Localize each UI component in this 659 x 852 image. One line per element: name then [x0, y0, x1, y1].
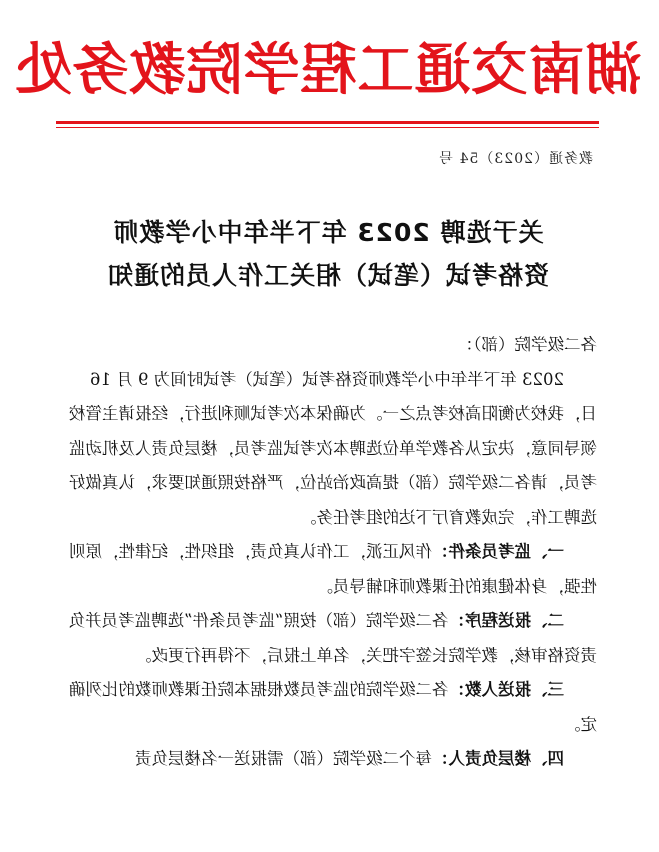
title-line-1: 关于选聘 2023 年下半年中小学教师 [112, 218, 544, 247]
letterhead-rule-thick [56, 121, 599, 124]
document-body [57, 328, 597, 777]
section-1-heading: 一、监考员条件： [432, 542, 564, 561]
document-number: 教务通（2023）54 号 [438, 151, 593, 167]
letterhead-title: 湖南交通工程学院教务处 [14, 37, 642, 103]
section-3-heading: 三、报送人数： [448, 680, 564, 699]
section-1-text: 作风正派，工作认真负责，组织性，纪律性，原则性强，身体健康的任课教师和辅导员。 [69, 542, 597, 596]
title-line-2: 资格考试（笔试）相关工作人员的通知 [107, 261, 550, 290]
section-3-text: 各二级学院的监考员数根据本院任课教师数的比列确定。 [69, 680, 597, 734]
salutation: 各二级学院（部）： [456, 335, 597, 354]
section-4-text: 每个二级学院（部）需报送一名楼层负责 [135, 749, 432, 768]
section-2-heading: 二、报送程序： [448, 611, 564, 630]
intro-paragraph: 2023 年下半年中小学教师资格考试（笔试）考试时间为 9 月 16 日，我校为衡阳高校考点之一。为确保本次考试顺利进行，经报请主管校领导同意，决定从各教学单位选聘本次考试监考员，楼层负责人及机动监考员，请各二级学院（部）提高政治站位，严格按照通知要求，认真做好选聘工作，完成教育厅下达的组考任务。 [69, 369, 597, 527]
section-1 [57, 535, 597, 604]
section-3 [57, 673, 597, 742]
letterhead-rule-thin [56, 127, 599, 128]
section-4 [57, 742, 597, 777]
section-4-heading: 四、楼层负责人： [432, 749, 564, 768]
section-2 [57, 604, 597, 673]
section-2-text: 各二级学院（部）按照“监考员条件”选聘监考员并负责资格审核，教学院长签字把关，名单上报后，不得再行更改。 [68, 611, 597, 665]
